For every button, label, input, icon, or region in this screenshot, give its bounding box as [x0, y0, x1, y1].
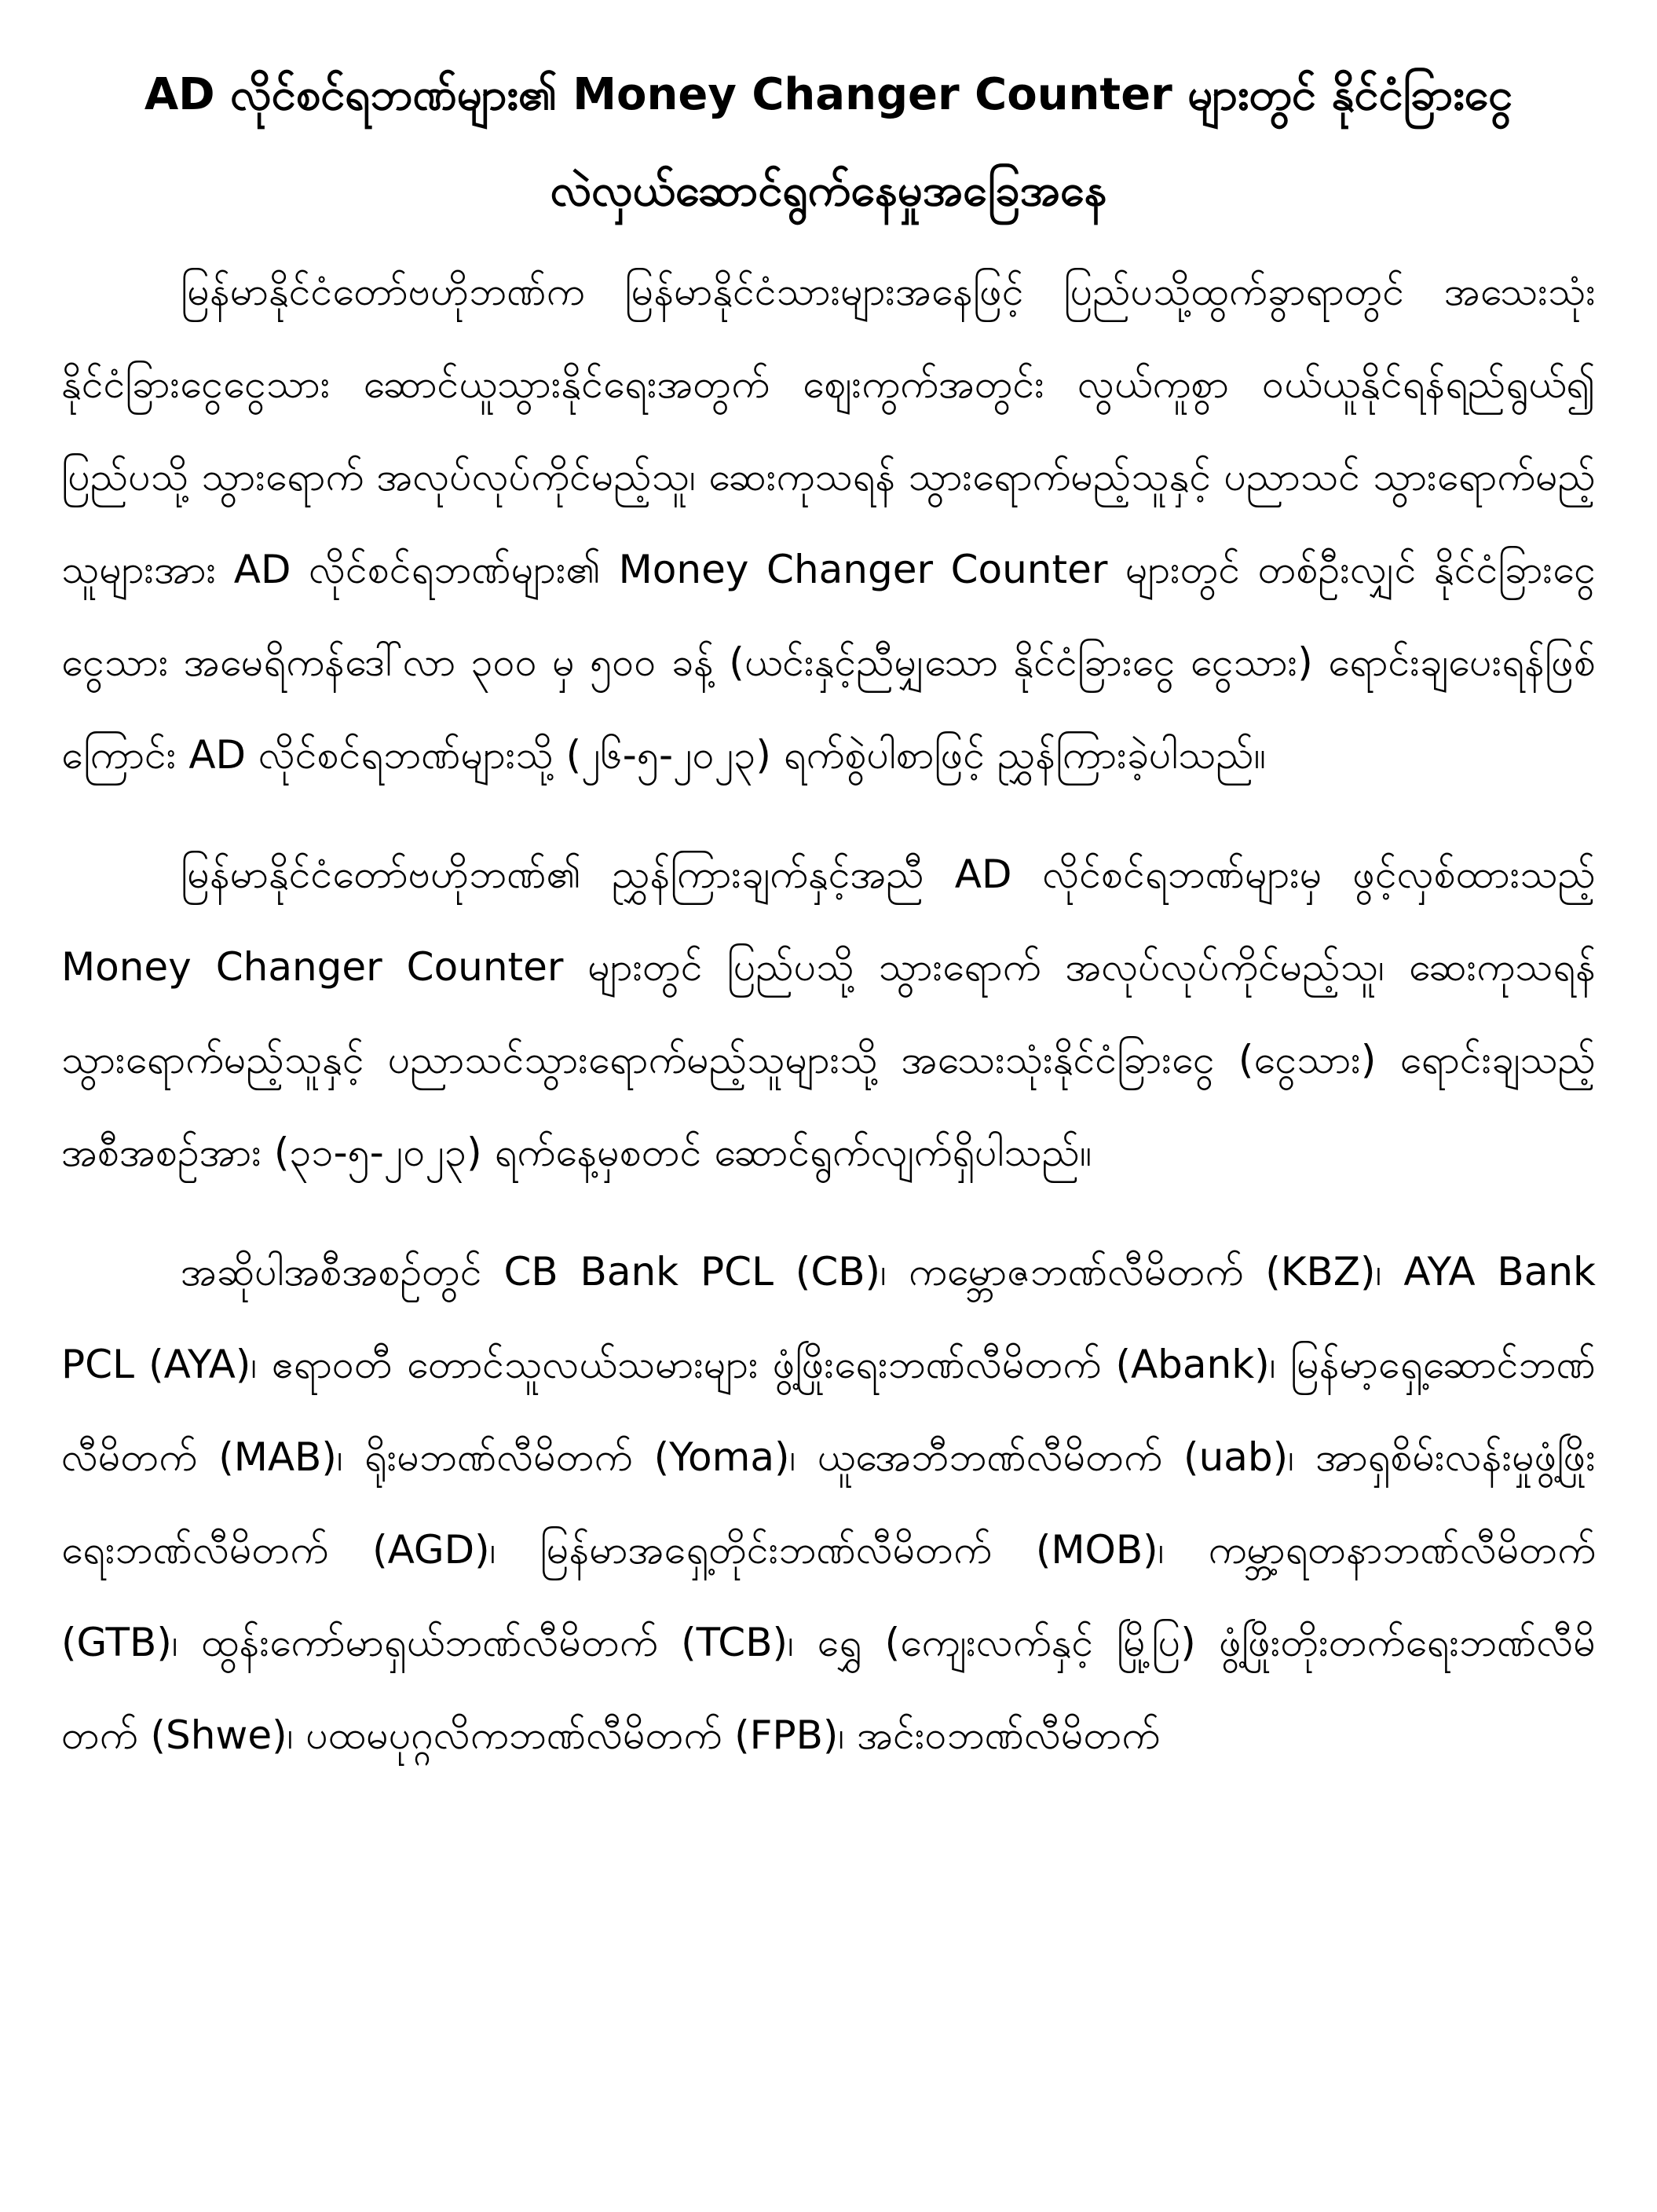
document-title — [61, 47, 1596, 239]
paragraph-1: မြန်မာနိုင်ငံတော်ဗဟိုဘဏ်က မြန်မာနိုင်ငံသားများအနေဖြင့် ပြည်ပသို့ထွက်ခွာရာတွင် အသေးသုံး နိုင်ငံခြားငွေငွေသား ဆောင်ယူသွားနိုင်ရေးအတွက် ဈေးကွက်အတွင်း လွယ်ကူစွာ ဝယ်ယူနိုင်ရန်ရည်ရွယ်၍ ပြည်ပသို့ သွားရောက် အလုပ်လုပ်ကိုင်မည့်သူ၊ ဆေးကုသရန် သွားရောက်မည့်သူနှင့် ပညာသင် သွားရောက်မည့်သူများအား AD လိုင်စင်ရဘဏ်များ၏ Money Changer Counter များတွင် တစ်ဦးလျှင် နိုင်ငံခြားငွေငွေသား အမေရိကန်ဒေါ်လာ ၃၀၀ မှ ၅၀၀ ခန့် (ယင်းနှင့်ညီမျှသော နိုင်ငံခြားငွေ ငွေသား) ရောင်းချပေးရန်ဖြစ်ကြောင်း AD လိုင်စင်ရဘဏ်များသို့ (၂၆-၅-၂၀၂၃) ရက်စွဲပါစာဖြင့် ညွှန်ကြားခဲ့ပါသည်။ — [61, 269, 1596, 778]
title-line-1: AD လိုင်စင်ရဘဏ်များ၏ Money Changer Counter များတွင် နိုင်ငံခြားငွေ — [144, 69, 1513, 120]
document-page — [61, 47, 1596, 1782]
paragraph-3: အဆိုပါအစီအစဉ်တွင် CB Bank PCL (CB)၊ ကမ္ဘောဇဘဏ်လီမိတက် (KBZ)၊ AYA Bank PCL (AYA)၊ ဧရာဝတီ တောင်သူလယ်သမားများ ဖွံ့ဖြိုးရေးဘဏ်လီမိတက် (Abank)၊ မြန်မာ့ရှေ့ဆောင်ဘဏ်လီမိတက် (MAB)၊ ရိုးမဘဏ်လီမိတက် (Yoma)၊ ယူအေဘီဘဏ်လီမိတက် (uab)၊ အာရှစိမ်းလန်းမှုဖွံ့ဖြိုးရေးဘဏ်လီမိတက် (AGD)၊ မြန်မာအရှေ့တိုင်းဘဏ်လီမိတက် (MOB)၊ ကမ္ဘာ့ရတနာဘဏ်လီမိတက် (GTB)၊ ထွန်းကော်မာရှယ်ဘဏ်လီမိတက် (TCB)၊ ရွှေ (ကျေးလက်နှင့် မြို့ပြ) ဖွံ့ဖြိုးတိုးတက်ရေးဘဏ်လီမိတက် (Shwe)၊ ပထမပုဂ္ဂလိကဘဏ်လီမိတက် (FPB)၊ အင်းဝဘဏ်လီမိတက် — [61, 1249, 1596, 1758]
title-line-2: လဲလှယ်ဆောင်ရွက်နေမှုအခြေအနေ — [550, 165, 1107, 216]
paragraph-2: မြန်မာနိုင်ငံတော်ဗဟိုဘဏ်၏ ညွှန်ကြားချက်နှင့်အညီ AD လိုင်စင်ရဘဏ်များမှ ဖွင့်လှစ်ထားသည့် Money Changer Counter များတွင် ပြည်ပသို့ သွားရောက် အလုပ်လုပ်ကိုင်မည့်သူ၊ ဆေးကုသရန် သွားရောက်မည့်သူနှင့် ပညာသင်သွားရောက်မည့်သူများသို့ အသေးသုံးနိုင်ငံခြားငွေ (ငွေသား) ရောင်းချသည့် အစီအစဉ်အား (၃၁-၅-၂၀၂၃) ရက်နေ့မှစတင် ဆောင်ရွက်လျက်ရှိပါသည်။ — [61, 851, 1596, 1175]
